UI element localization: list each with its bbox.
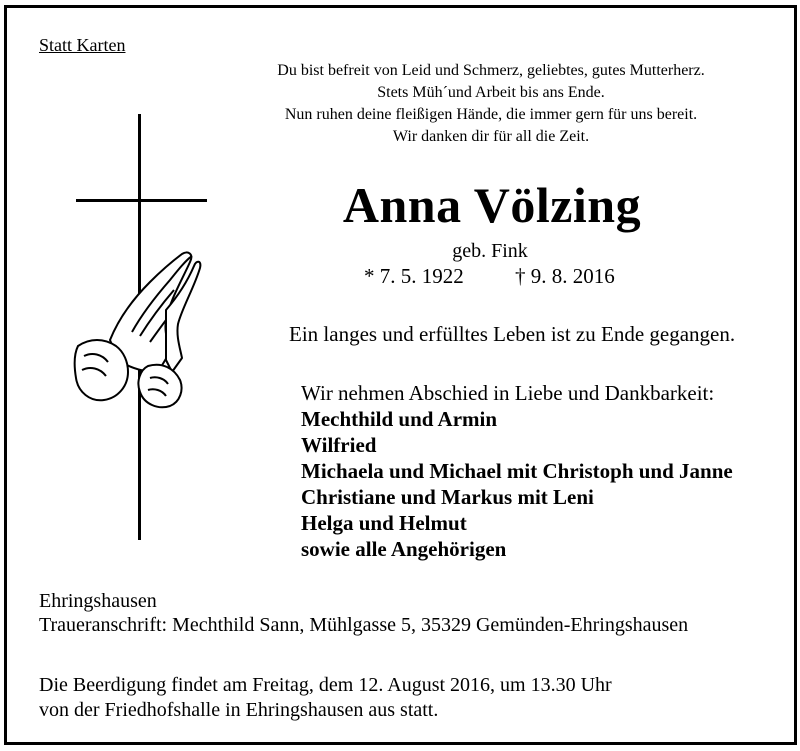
funeral-line: von der Friedhofshalle in Ehringshausen aus statt.	[39, 699, 439, 721]
cross-emblem	[70, 110, 220, 550]
poem-line: Wir danken dir für all die Zeit.	[392, 128, 590, 145]
mourner-line: Wilfried	[301, 433, 377, 457]
death-date: † 9. 8. 2016	[515, 264, 615, 288]
funeral-line: Die Beerdigung findet am Freitag, dem 12. August 2016, um 13.30 Uhr	[39, 674, 612, 696]
farewell-block	[301, 380, 733, 562]
place: Ehringshausen	[39, 590, 157, 612]
farewell-intro: Wir nehmen Abschied in Liebe und Dankbarkeit:	[301, 381, 715, 405]
birth-date: * 7. 5. 1922	[364, 264, 464, 288]
tagline: Ein langes und erfülltes Leben ist zu Ende gegangen.	[289, 322, 736, 346]
poem-line: Du bist befreit von Leid und Schmerz, geliebtes, gutes Mutterherz.	[277, 62, 705, 79]
maiden-name: geb. Fink	[452, 240, 528, 262]
mourner-line: Helga und Helmut	[301, 511, 467, 535]
poem	[230, 60, 752, 148]
funeral-info	[39, 673, 612, 723]
mourner-line: Christiane und Markus mit Leni	[301, 485, 594, 509]
header-statt-karten: Statt Karten	[39, 35, 126, 55]
mourning-address: Traueranschrift: Mechthild Sann, Mühlgasse 5, 35329 Gemünden-Ehringshausen	[39, 614, 689, 636]
mourner-line: sowie alle Angehörigen	[301, 537, 507, 561]
poem-line: Stets Müh´und Arbeit bis ans Ende.	[377, 84, 605, 101]
mourner-line: Michaela und Michael mit Christoph und Janne	[301, 459, 733, 483]
deceased-name: Anna Völzing	[342, 177, 642, 233]
mourner-line: Mechthild und Armin	[301, 407, 498, 431]
praying-hands-icon	[75, 252, 201, 407]
poem-line: Nun ruhen deine fleißigen Hände, die immer gern für uns bereit.	[284, 106, 698, 123]
